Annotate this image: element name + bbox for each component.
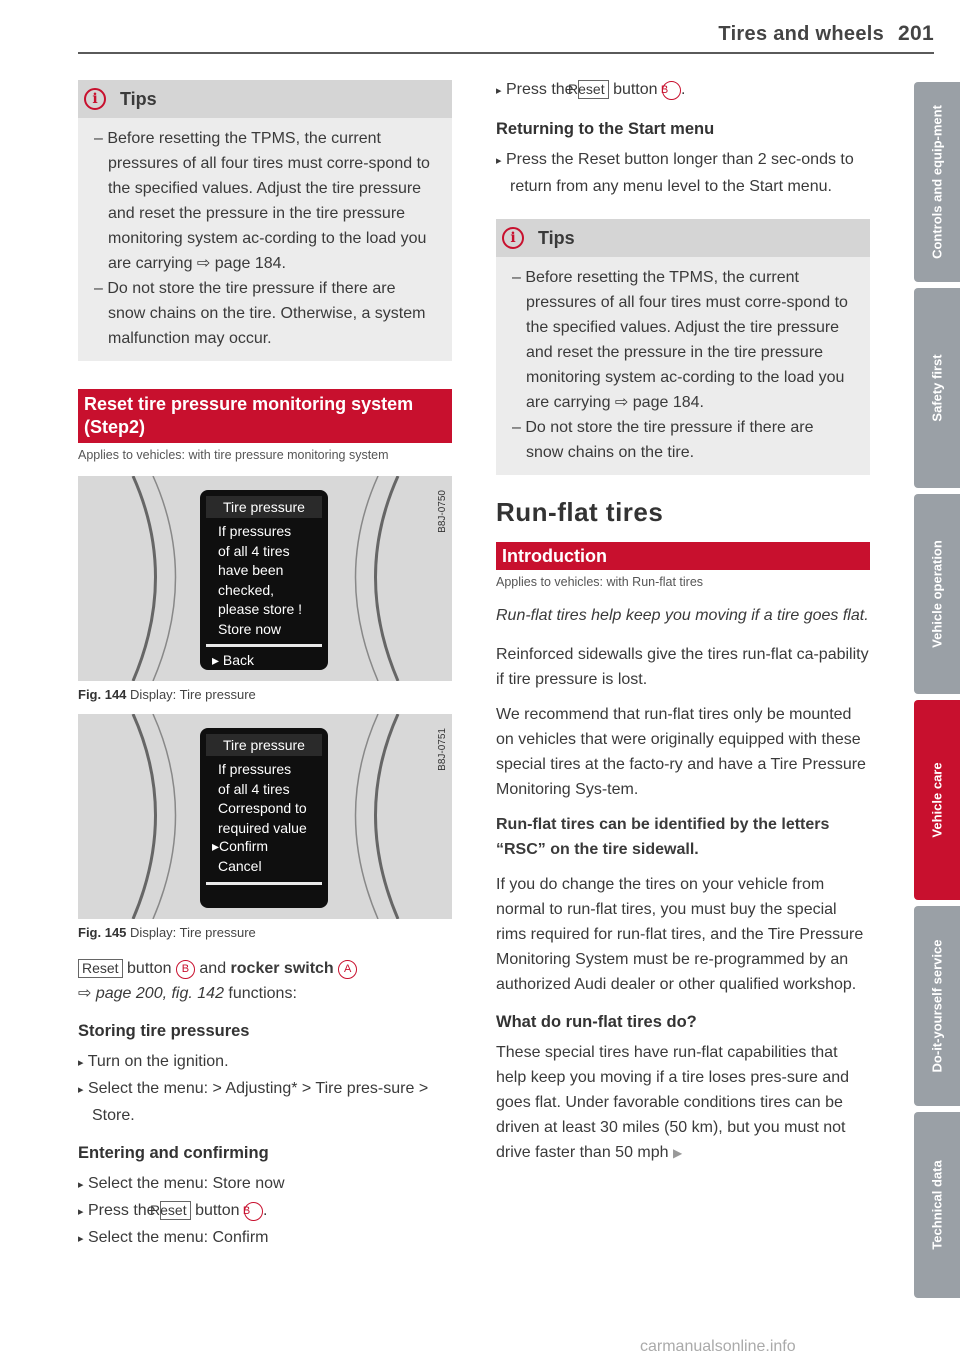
display-line: required value: [218, 819, 307, 836]
tab-vehicle-care[interactable]: [914, 700, 960, 900]
display-line: Store now: [218, 620, 282, 637]
display-cancel: Cancel: [218, 858, 262, 874]
reset-key: Reset: [78, 959, 123, 978]
info-icon: i: [502, 227, 524, 249]
step-text: Press the Reset button longer than 2 sec-onds to return from any menu level to the Start menu.: [505, 151, 854, 195]
subheading: Returning to the Start menu: [496, 120, 715, 138]
figure-label: Fig. 144: [78, 687, 127, 702]
rocker-switch-term: rocker switch: [230, 960, 334, 977]
display-line: have been: [218, 562, 284, 578]
display-divider: [206, 882, 322, 885]
display-line: If pressures: [218, 523, 292, 539]
back-label: Back: [222, 652, 255, 668]
display-text: [218, 522, 328, 639]
right-column: [496, 77, 870, 1166]
step-text: button: [195, 1202, 240, 1219]
tips-title: Tips: [120, 88, 157, 109]
tips-box: [78, 80, 452, 361]
paragraph: Run-flat tires can be identified by the letters “RSC” on the tire sidewall.: [496, 816, 830, 858]
figure-code: B8J-0750: [437, 490, 448, 533]
tab-label: Technical data: [929, 1160, 945, 1250]
reset-key: Reset: [578, 80, 609, 99]
subheading: Entering and confirming: [78, 1144, 269, 1162]
paragraph: If you do change the tires on your vehicle from normal to run-flat tires, you must buy the special rims required for run-flat tires, and the Tire Pressure Monitoring System must be re-programmed by an authorized Audi dealer or other qualified workshop.: [496, 876, 864, 993]
section-title: Introduction: [496, 542, 870, 570]
lead-paragraph: Run-flat tires help keep you moving if a tire goes flat.: [496, 607, 869, 624]
step-text: Select the menu: > Adjusting* > Tire pres-sure > Store.: [87, 1080, 429, 1124]
figure-144: [78, 476, 452, 681]
step-text: Turn on the ignition.: [87, 1053, 229, 1070]
step-text: Press the: [87, 1202, 156, 1219]
intro-paragraph: [78, 956, 452, 1006]
paragraph: We recommend that run-flat tires only be mounted on vehicles that were originally equipped with these special tires at the facto-ry and have a Tire Pressure Monitoring Sys-tem.: [496, 706, 866, 798]
figure-caption: [78, 925, 452, 940]
step-item: ▸ Press the Reset button B .: [496, 81, 686, 98]
figure-145: [78, 714, 452, 919]
page-reference: ⇨ page 200, fig. 142: [78, 985, 224, 1002]
display-line: please store !: [218, 601, 303, 617]
tip-item: – Before resetting the TPMS, the current pressures of all four tires must corre-spond to the specified values. Adjust the tire pressure and reset the pressure in the tire pressure monitoring system ac-cording to the load you are carrying ⇨ page 184.: [94, 130, 430, 272]
chapter-heading: Run-flat tires: [496, 497, 664, 527]
display-divider: [206, 644, 322, 647]
watermark: carmanualsonline.info: [640, 1338, 796, 1355]
tab-label: Vehicle care: [929, 762, 945, 838]
section-name: Tires and wheels: [718, 23, 885, 45]
figure-caption: [78, 687, 452, 702]
paragraph: Reinforced sidewalls give the tires run-flat ca-pability if tire pressure is lost.: [496, 646, 869, 688]
step-text: button: [613, 81, 658, 98]
callout-b: B: [244, 1202, 263, 1221]
tips-body: [78, 118, 452, 351]
step-item: ▸ Select the menu: Store now: [78, 1175, 285, 1192]
callout-a: A: [338, 960, 357, 979]
display-title: Tire pressure: [206, 734, 322, 756]
tab-label: Safety first: [929, 354, 945, 422]
caption-text: Display: Tire pressure: [130, 687, 256, 702]
tab-vehicle-operation[interactable]: [914, 494, 960, 694]
tab-controls-and-equipment[interactable]: [914, 82, 960, 282]
page-header: [718, 22, 934, 46]
callout-b: B: [176, 960, 195, 979]
display-line: If pressures: [218, 761, 292, 777]
page-number: 201: [898, 22, 934, 45]
tab-label: Vehicle operation: [929, 540, 945, 648]
tab-technical-data[interactable]: [914, 1112, 960, 1298]
tips-header: [78, 80, 452, 118]
callout-b: B: [662, 81, 681, 100]
figure-label: Fig. 145: [78, 925, 127, 940]
paragraph-text: These special tires have run-flat capabilities that help keep you moving if a tire loses pres-sure and goes flat. Under favorable conditions tires can be driven at least 30 miles (50 km), but you must not drive faster than 50 mph: [496, 1044, 850, 1161]
info-icon: i: [84, 88, 106, 110]
tip-item: – Before resetting the TPMS, the current pressures of all four tires must corre-spond to the specified values. Adjust the tire pressure and reset the pressure in the tire pressure monitoring system ac-cording to the load you are carrying ⇨ page 184.: [512, 269, 848, 411]
display-line: checked,: [218, 581, 275, 598]
step-item: ▸ Select the menu: > Adjusting* > Tire pres-sure > Store.: [78, 1080, 429, 1124]
tab-label: Do-it-yourself service: [929, 939, 945, 1073]
applies-note: Applies to vehicles: with Run-flat tires: [496, 575, 704, 589]
step-text: Press the: [505, 81, 574, 98]
applies-note: Applies to vehicles: with tire pressure monitoring system: [78, 448, 389, 462]
confirm-label: Confirm: [219, 838, 269, 854]
step-item: ▸ Press the Reset button B .: [78, 1202, 268, 1219]
step-text: Select the menu: Store now: [87, 1175, 285, 1192]
tips-box: [496, 219, 870, 475]
reset-key: Reset: [160, 1201, 191, 1220]
paragraph: [496, 1040, 870, 1166]
tips-title: Tips: [538, 227, 575, 248]
subheading: Storing tire pressures: [78, 1022, 250, 1040]
section-title: Reset tire pressure monitoring system (Step2): [78, 389, 452, 443]
step-item: ▸ Turn on the ignition.: [78, 1053, 229, 1070]
tips-body: [496, 257, 870, 465]
text: button: [122, 960, 176, 977]
subheading: What do run-flat tires do?: [496, 1013, 697, 1031]
tab-label: Controls and equip-ment: [929, 105, 945, 259]
display-line: of all 4 tires: [218, 542, 290, 559]
step-item: ▸ Select the menu: Confirm: [78, 1229, 269, 1246]
text: and: [194, 960, 231, 977]
display-line: Correspond to: [218, 800, 307, 816]
continue-arrow-icon: ▶: [673, 1146, 683, 1160]
step-text: Select the menu: Confirm: [87, 1229, 269, 1246]
text: functions:: [223, 985, 297, 1002]
display-line: of all 4 tires: [218, 780, 290, 797]
display-title: Tire pressure: [206, 496, 322, 518]
caption-text: Display: Tire pressure: [130, 925, 256, 940]
step-item: ▸ Press the Reset button longer than 2 sec-onds to return from any menu level to the Start menu.: [496, 151, 854, 195]
tab-safety-first[interactable]: [914, 288, 960, 488]
figure-code: B8J-0751: [437, 728, 448, 771]
header-rule: [78, 52, 934, 54]
tip-item: – Do not store the tire pressure if there are snow chains on the tire.: [512, 419, 814, 461]
display-text: [218, 760, 328, 838]
tab-do-it-yourself-service[interactable]: [914, 906, 960, 1106]
display-confirm: ▸Confirm: [212, 838, 269, 854]
tip-item: – Do not store the tire pressure if there are snow chains on the tire. Otherwise, a system malfunction may occur.: [94, 280, 426, 347]
display-back: ▸ Back: [212, 652, 255, 668]
left-column: [78, 80, 452, 1252]
tips-header: [496, 219, 870, 257]
